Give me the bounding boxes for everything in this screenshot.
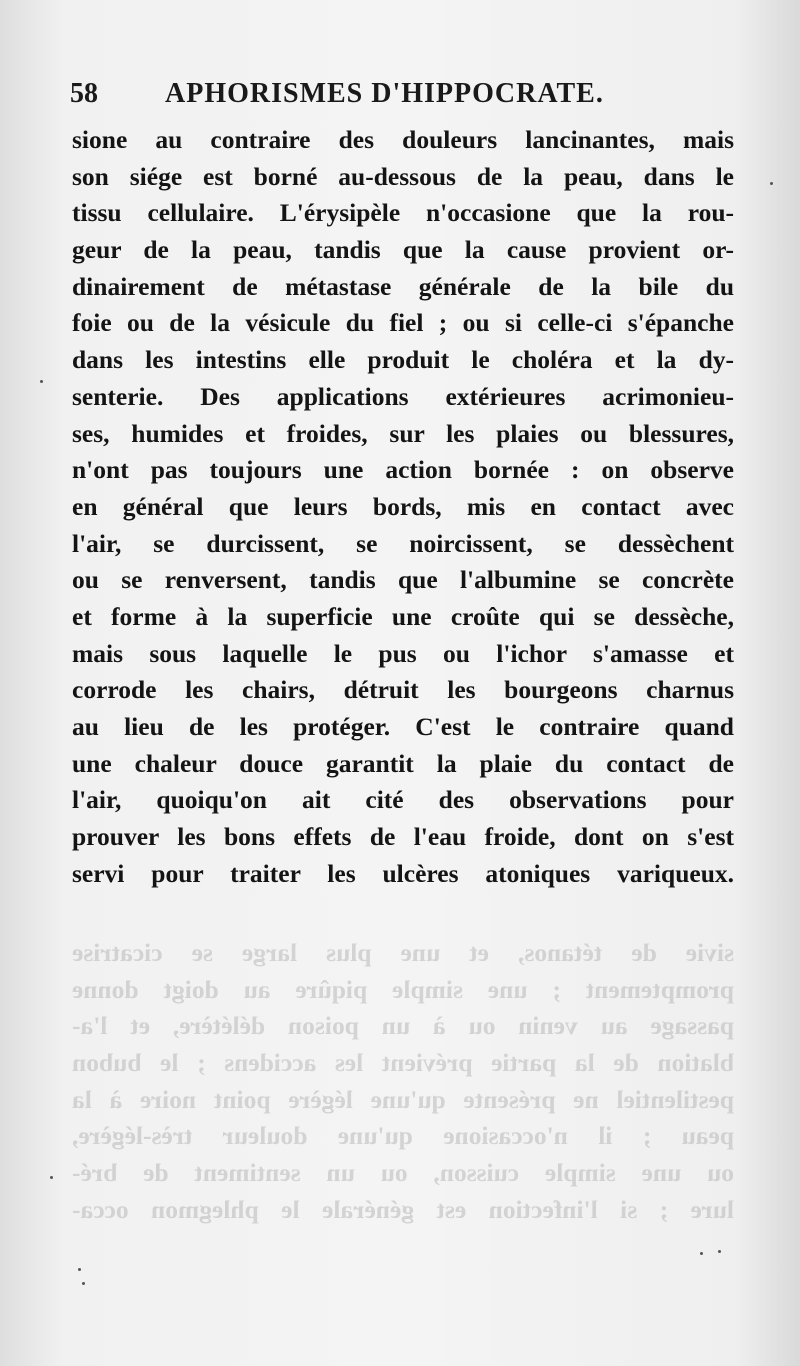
text-line: prouver les bons effets de l'eau froide, dont on s'est [72,822,734,852]
text-line: ou se renversent, tandis que l'albumine se concrète [72,565,734,595]
text-line: sione au contraire des douleurs lancinantes, mais [72,125,734,154]
paper-speck [718,1250,721,1253]
page-number: 58 [70,78,98,109]
text-line: tissu cellulaire. L'érysipèle n'occasione que la rou- [72,198,734,228]
text-line: n'ont pas toujours une action bornée : on observe [72,455,734,485]
running-title: APHORISMES D'HIPPOCRATE. [165,78,604,109]
text-line: mais sous laquelle le pus ou l'ichor s'amasse et [72,638,734,668]
body-text [72,122,734,892]
bleed-through-text [72,935,734,1229]
text-line: et forme à la superficie une croûte qui se dessèche, [72,601,734,631]
text-line: senterie. Des applications extérieures acrimonieu- [72,381,734,411]
text-line: en général que leurs bords, mis en contact avec [72,491,734,521]
bleed-line: ou une simple cuisson, ou un sentiment de bré- [72,1158,734,1188]
text-line: dans les intestins elle produit le choléra et la dy- [72,345,734,375]
bleed-line: promptement ; une simple piqûre au doigt donne [72,974,734,1004]
text-line: geur de la peau, tandis que la cause provient or- [72,235,734,265]
bleed-line: blation de la partie prévient les accidens ; le bubon [72,1048,734,1078]
bleed-line: sivie de tétanos, et une plus large se cicatrise [72,938,734,967]
bleed-line: peau ; il n'occasione qu'une douleur très-légère, [72,1121,734,1151]
text-line: l'air, se durcissent, se noircissent, se dessèchent [72,528,734,558]
page-header [70,74,730,118]
text-line: au lieu de les protéger. C'est le contraire quand [72,712,734,741]
bleed-line: lure ; si l'infection est générale le phlegmon occa- [72,1194,734,1224]
text-line: foie ou de la vésicule du fiel ; ou si celle-ci s'épanche [72,308,734,338]
text-line: servi pour traiter les ulcères atoniques variqueux. [72,858,734,888]
text-line: son siége est borné au-dessous de la peau, dans le [72,161,734,191]
text-line: une chaleur douce garantit la plaie du contact de [72,748,734,778]
paper-speck [770,182,773,185]
bleed-line: passage au venin ou à un poison délétère, et l'a- [72,1011,734,1041]
paper-speck [78,1268,81,1271]
text-line: l'air, quoiqu'on ait cité des observations pour [72,785,734,815]
text-line: dinairement de métastase générale de la bile du [72,271,734,301]
paper-speck [700,1252,703,1255]
text-line: corrode les chairs, détruit les bourgeons charnus [72,675,734,705]
text-line: ses, humides et froides, sur les plaies ou blessures, [72,418,734,448]
paper-speck [82,1282,85,1285]
bleed-line: pestilentiel ne présente qu'une légère point noire à la [72,1084,734,1114]
paper-speck [50,1176,53,1179]
paper-speck [40,380,43,383]
